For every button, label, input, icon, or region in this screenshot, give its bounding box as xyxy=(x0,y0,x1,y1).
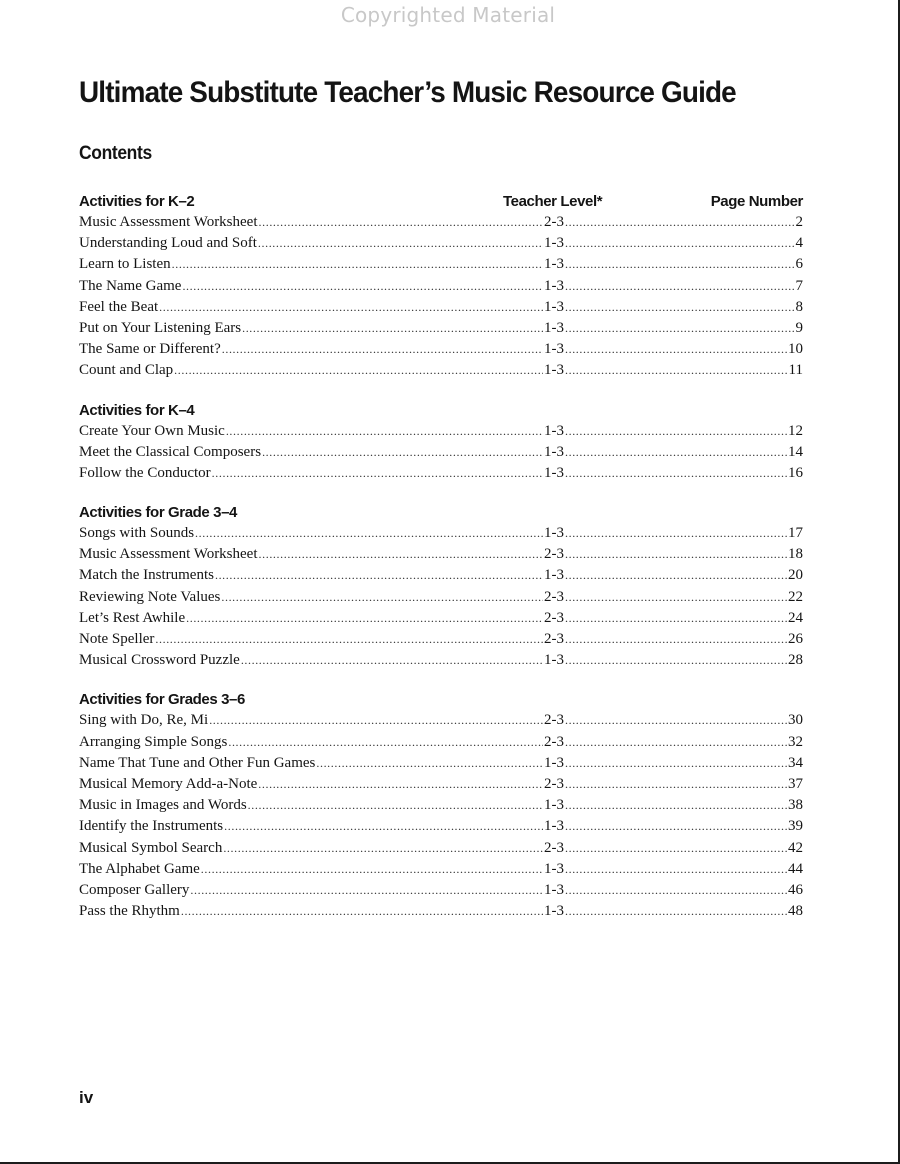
section-title: Activities for Grade 3–4 xyxy=(79,504,237,522)
entry-teacher-level: 1-3 xyxy=(544,652,564,669)
entry-title: Pass the Rhythm xyxy=(79,903,180,920)
entry-title-group xyxy=(79,233,544,254)
dot-leader xyxy=(565,421,787,442)
entry-title: Meet the Classical Composers xyxy=(79,443,262,460)
entry-page-number: 12 xyxy=(788,422,803,439)
dot-leader xyxy=(316,753,543,774)
entry-title-group xyxy=(79,710,544,731)
dot-leader xyxy=(565,360,788,381)
entry-page-number: 44 xyxy=(788,860,803,877)
entry-page-number: 11 xyxy=(788,362,803,379)
entry-meta-group xyxy=(544,901,803,922)
entry-title: Musical Crossword Puzzle xyxy=(79,652,240,669)
teacher-level-column-header: Teacher Level* xyxy=(503,193,603,210)
entry-teacher-level: 2-3 xyxy=(544,839,564,856)
entry-title-group xyxy=(79,880,544,901)
dot-leader xyxy=(565,901,787,922)
dot-leader xyxy=(174,360,543,381)
toc-entry xyxy=(79,421,803,442)
entry-teacher-level: 1-3 xyxy=(544,256,564,273)
entry-meta-group xyxy=(544,753,803,774)
dot-leader xyxy=(226,421,543,442)
entry-title: Musical Symbol Search xyxy=(79,839,223,856)
entry-teacher-level: 1-3 xyxy=(544,464,564,481)
entry-page-number: 24 xyxy=(788,609,803,626)
entry-meta-group xyxy=(544,608,803,629)
entry-title: Identify the Instruments xyxy=(79,818,224,835)
entry-page-number: 9 xyxy=(795,319,803,336)
entry-page-number: 16 xyxy=(788,464,803,481)
dot-leader xyxy=(565,544,787,565)
dot-leader xyxy=(565,816,787,837)
dot-leader xyxy=(190,880,543,901)
entry-teacher-level: 1-3 xyxy=(544,903,564,920)
entry-title-group xyxy=(79,587,544,608)
entry-title-group xyxy=(79,318,544,339)
dot-leader xyxy=(259,212,543,233)
toc-entry xyxy=(79,710,803,731)
dot-leader xyxy=(565,608,787,629)
entry-teacher-level: 1-3 xyxy=(544,319,564,336)
toc-entry xyxy=(79,212,803,233)
table-of-contents xyxy=(79,190,803,939)
dot-leader xyxy=(259,544,543,565)
entry-teacher-level: 1-3 xyxy=(544,881,564,898)
section-entries xyxy=(79,710,803,922)
entry-title-group xyxy=(79,421,544,442)
entry-meta-group xyxy=(544,774,803,795)
toc-section xyxy=(79,399,803,485)
entry-title: Learn to Listen xyxy=(79,256,171,273)
entry-title-group xyxy=(79,838,544,859)
dot-leader xyxy=(565,233,795,254)
dot-leader xyxy=(241,650,543,671)
entry-meta-group xyxy=(544,732,803,753)
toc-section xyxy=(79,501,803,671)
dot-leader xyxy=(565,212,795,233)
entry-meta-group xyxy=(544,212,803,233)
entry-page-number: 8 xyxy=(795,298,803,315)
entry-page-number: 42 xyxy=(788,839,803,856)
entry-title: Note Speller xyxy=(79,631,155,647)
dot-leader xyxy=(201,859,543,880)
entry-title: Name That Tune and Other Fun Games xyxy=(79,754,316,771)
entry-title-group xyxy=(79,795,544,816)
toc-entry xyxy=(79,901,803,922)
entry-title-group xyxy=(79,816,544,837)
toc-entry xyxy=(79,816,803,837)
dot-leader xyxy=(565,254,795,275)
entry-teacher-level: 2-3 xyxy=(544,546,564,563)
entry-page-number: 46 xyxy=(788,881,803,898)
entry-title: Understanding Loud and Soft xyxy=(79,235,257,252)
dot-leader xyxy=(565,880,787,901)
entry-title: Music Assessment Worksheet xyxy=(79,214,258,230)
dot-leader xyxy=(565,339,787,360)
entry-title-group xyxy=(79,212,544,233)
toc-entry xyxy=(79,297,803,318)
section-header xyxy=(79,501,803,523)
entry-teacher-level: 1-3 xyxy=(544,525,564,542)
dot-leader xyxy=(258,774,543,795)
entry-title: Count and Clap xyxy=(79,362,174,379)
entry-title-group xyxy=(79,732,544,753)
entry-page-number: 18 xyxy=(788,546,803,563)
dot-leader xyxy=(565,463,787,484)
toc-entry xyxy=(79,753,803,774)
dot-leader xyxy=(565,753,787,774)
entry-teacher-level: 1-3 xyxy=(544,362,564,379)
page-title: Ultimate Substitute Teacher’s Music Resource Guide xyxy=(79,76,736,109)
entry-page-number: 2 xyxy=(795,214,803,230)
entry-teacher-level: 1-3 xyxy=(544,754,564,771)
toc-entry xyxy=(79,360,803,381)
entry-teacher-level: 2-3 xyxy=(544,588,564,605)
entry-page-number: 32 xyxy=(788,733,803,750)
dot-leader xyxy=(221,587,543,608)
toc-entry xyxy=(79,880,803,901)
entry-meta-group xyxy=(544,838,803,859)
dot-leader xyxy=(565,587,787,608)
dot-leader xyxy=(565,795,787,816)
dot-leader xyxy=(186,608,543,629)
entry-page-number: 6 xyxy=(795,256,803,273)
dot-leader xyxy=(565,650,787,671)
toc-entry xyxy=(79,650,803,671)
entry-meta-group xyxy=(544,421,803,442)
entry-teacher-level: 2-3 xyxy=(544,712,564,729)
entry-teacher-level: 2-3 xyxy=(544,775,564,792)
toc-entry xyxy=(79,608,803,629)
entry-title: Arranging Simple Songs xyxy=(79,733,228,750)
entry-meta-group xyxy=(544,587,803,608)
dot-leader xyxy=(209,710,543,731)
dot-leader xyxy=(565,318,795,339)
entry-page-number: 10 xyxy=(788,341,803,358)
toc-entry xyxy=(79,339,803,360)
entry-teacher-level: 1-3 xyxy=(544,860,564,877)
dot-leader xyxy=(181,901,543,922)
entry-title-group xyxy=(79,339,544,360)
entry-meta-group xyxy=(544,360,803,381)
entry-page-number: 34 xyxy=(788,754,803,771)
entry-title-group xyxy=(79,629,544,650)
entry-page-number: 17 xyxy=(788,525,803,542)
toc-section xyxy=(79,190,803,382)
section-title: Activities for K–4 xyxy=(79,401,195,419)
entry-title-group xyxy=(79,297,544,318)
section-entries xyxy=(79,212,803,382)
entry-teacher-level: 2-3 xyxy=(544,214,564,230)
entry-meta-group xyxy=(544,442,803,463)
dot-leader xyxy=(242,318,543,339)
toc-entry xyxy=(79,629,803,650)
entry-title: Create Your Own Music xyxy=(79,422,225,439)
entry-title: Music in Images and Words xyxy=(79,797,247,814)
entry-title-group xyxy=(79,523,544,544)
dot-leader xyxy=(258,233,543,254)
dot-leader xyxy=(565,774,787,795)
dot-leader xyxy=(565,276,795,297)
entry-meta-group xyxy=(544,339,803,360)
entry-meta-group xyxy=(544,795,803,816)
entry-page-number: 37 xyxy=(788,775,803,792)
toc-entry xyxy=(79,544,803,565)
entry-page-number: 28 xyxy=(788,652,803,669)
dot-leader xyxy=(222,339,543,360)
dot-leader xyxy=(565,442,787,463)
section-title: Activities for Grades 3–6 xyxy=(79,691,245,709)
entry-title: Musical Memory Add-a-Note xyxy=(79,775,258,792)
entry-meta-group xyxy=(544,629,803,650)
entry-title-group xyxy=(79,442,544,463)
dot-leader xyxy=(565,710,787,731)
entry-teacher-level: 2-3 xyxy=(544,631,564,647)
entry-title: Let’s Rest Awhile xyxy=(79,609,186,626)
entry-teacher-level: 1-3 xyxy=(544,567,564,584)
entry-page-number: 39 xyxy=(788,818,803,835)
entry-meta-group xyxy=(544,233,803,254)
entry-page-number: 7 xyxy=(795,277,803,294)
toc-entry xyxy=(79,732,803,753)
entry-page-number: 26 xyxy=(788,631,803,647)
dot-leader xyxy=(159,297,543,318)
entry-meta-group xyxy=(544,318,803,339)
entry-meta-group xyxy=(544,463,803,484)
entry-meta-group xyxy=(544,523,803,544)
entry-title-group xyxy=(79,859,544,880)
entry-title: Sing with Do, Re, Mi xyxy=(79,712,209,729)
entry-title-group xyxy=(79,650,544,671)
entry-teacher-level: 1-3 xyxy=(544,818,564,835)
toc-entry xyxy=(79,795,803,816)
entry-title: Put on Your Listening Ears xyxy=(79,319,242,336)
entry-teacher-level: 1-3 xyxy=(544,235,564,252)
section-entries xyxy=(79,421,803,485)
entry-page-number: 20 xyxy=(788,567,803,584)
entry-teacher-level: 1-3 xyxy=(544,797,564,814)
entry-title-group xyxy=(79,901,544,922)
entry-meta-group xyxy=(544,880,803,901)
entry-title: Music Assessment Worksheet xyxy=(79,546,258,563)
entry-title: Reviewing Note Values xyxy=(79,588,221,605)
entry-title: Follow the Conductor xyxy=(79,464,211,481)
entry-teacher-level: 1-3 xyxy=(544,443,564,460)
contents-heading: Contents xyxy=(79,143,152,164)
dot-leader xyxy=(172,254,543,275)
entry-teacher-level: 2-3 xyxy=(544,733,564,750)
toc-entry xyxy=(79,838,803,859)
copyright-watermark: Copyrighted Material xyxy=(340,3,556,27)
dot-leader xyxy=(215,565,543,586)
entry-meta-group xyxy=(544,276,803,297)
toc-entry xyxy=(79,587,803,608)
toc-entry xyxy=(79,442,803,463)
dot-leader xyxy=(195,523,543,544)
entry-title-group xyxy=(79,565,544,586)
entry-title: Feel the Beat xyxy=(79,298,159,315)
entry-title-group xyxy=(79,608,544,629)
entry-page-number: 14 xyxy=(788,443,803,460)
dot-leader xyxy=(155,629,543,650)
toc-section xyxy=(79,688,803,922)
dot-leader xyxy=(248,795,543,816)
toc-entry xyxy=(79,523,803,544)
section-entries xyxy=(79,523,803,671)
toc-entry xyxy=(79,859,803,880)
entry-teacher-level: 1-3 xyxy=(544,298,564,315)
entry-meta-group xyxy=(544,710,803,731)
entry-title: The Name Game xyxy=(79,277,182,294)
toc-entry xyxy=(79,774,803,795)
entry-title-group xyxy=(79,463,544,484)
dot-leader xyxy=(212,463,543,484)
entry-page-number: 30 xyxy=(788,712,803,729)
entry-teacher-level: 1-3 xyxy=(544,277,564,294)
entry-teacher-level: 2-3 xyxy=(544,609,564,626)
entry-meta-group xyxy=(544,254,803,275)
entry-meta-group xyxy=(544,859,803,880)
dot-leader xyxy=(182,276,543,297)
section-header xyxy=(79,688,803,710)
entry-meta-group xyxy=(544,816,803,837)
entry-title-group xyxy=(79,544,544,565)
entry-title: The Same or Different? xyxy=(79,341,221,358)
dot-leader xyxy=(565,565,787,586)
section-header xyxy=(79,190,803,212)
dot-leader xyxy=(565,297,795,318)
dot-leader xyxy=(565,732,787,753)
toc-entry xyxy=(79,318,803,339)
entry-teacher-level: 1-3 xyxy=(544,422,564,439)
entry-page-number: 22 xyxy=(788,588,803,605)
toc-entry xyxy=(79,254,803,275)
toc-entry xyxy=(79,276,803,297)
section-title: Activities for K–2 xyxy=(79,193,195,210)
entry-title-group xyxy=(79,254,544,275)
page-number-column-header: Page Number xyxy=(710,193,803,210)
toc-entry xyxy=(79,463,803,484)
toc-entry xyxy=(79,565,803,586)
entry-title-group xyxy=(79,753,544,774)
section-header xyxy=(79,399,803,421)
dot-leader xyxy=(224,816,543,837)
dot-leader xyxy=(565,629,787,650)
entry-page-number: 38 xyxy=(788,797,803,814)
dot-leader xyxy=(565,838,787,859)
page-folio: iv xyxy=(79,1088,94,1107)
entry-meta-group xyxy=(544,650,803,671)
entry-meta-group xyxy=(544,297,803,318)
entry-title: Composer Gallery xyxy=(79,881,190,898)
entry-title: The Alphabet Game xyxy=(79,860,200,877)
entry-teacher-level: 1-3 xyxy=(544,341,564,358)
entry-page-number: 48 xyxy=(788,903,803,920)
dot-leader xyxy=(223,838,543,859)
dot-leader xyxy=(228,732,543,753)
entry-meta-group xyxy=(544,544,803,565)
dot-leader xyxy=(565,859,787,880)
dot-leader xyxy=(565,523,787,544)
entry-title: Songs with Sounds xyxy=(79,525,195,542)
entry-meta-group xyxy=(544,565,803,586)
entry-title-group xyxy=(79,360,544,381)
entry-title: Match the Instruments xyxy=(79,567,214,584)
toc-entry xyxy=(79,233,803,254)
entry-title-group xyxy=(79,276,544,297)
dot-leader xyxy=(262,442,543,463)
entry-page-number: 4 xyxy=(795,235,803,252)
entry-title-group xyxy=(79,774,544,795)
